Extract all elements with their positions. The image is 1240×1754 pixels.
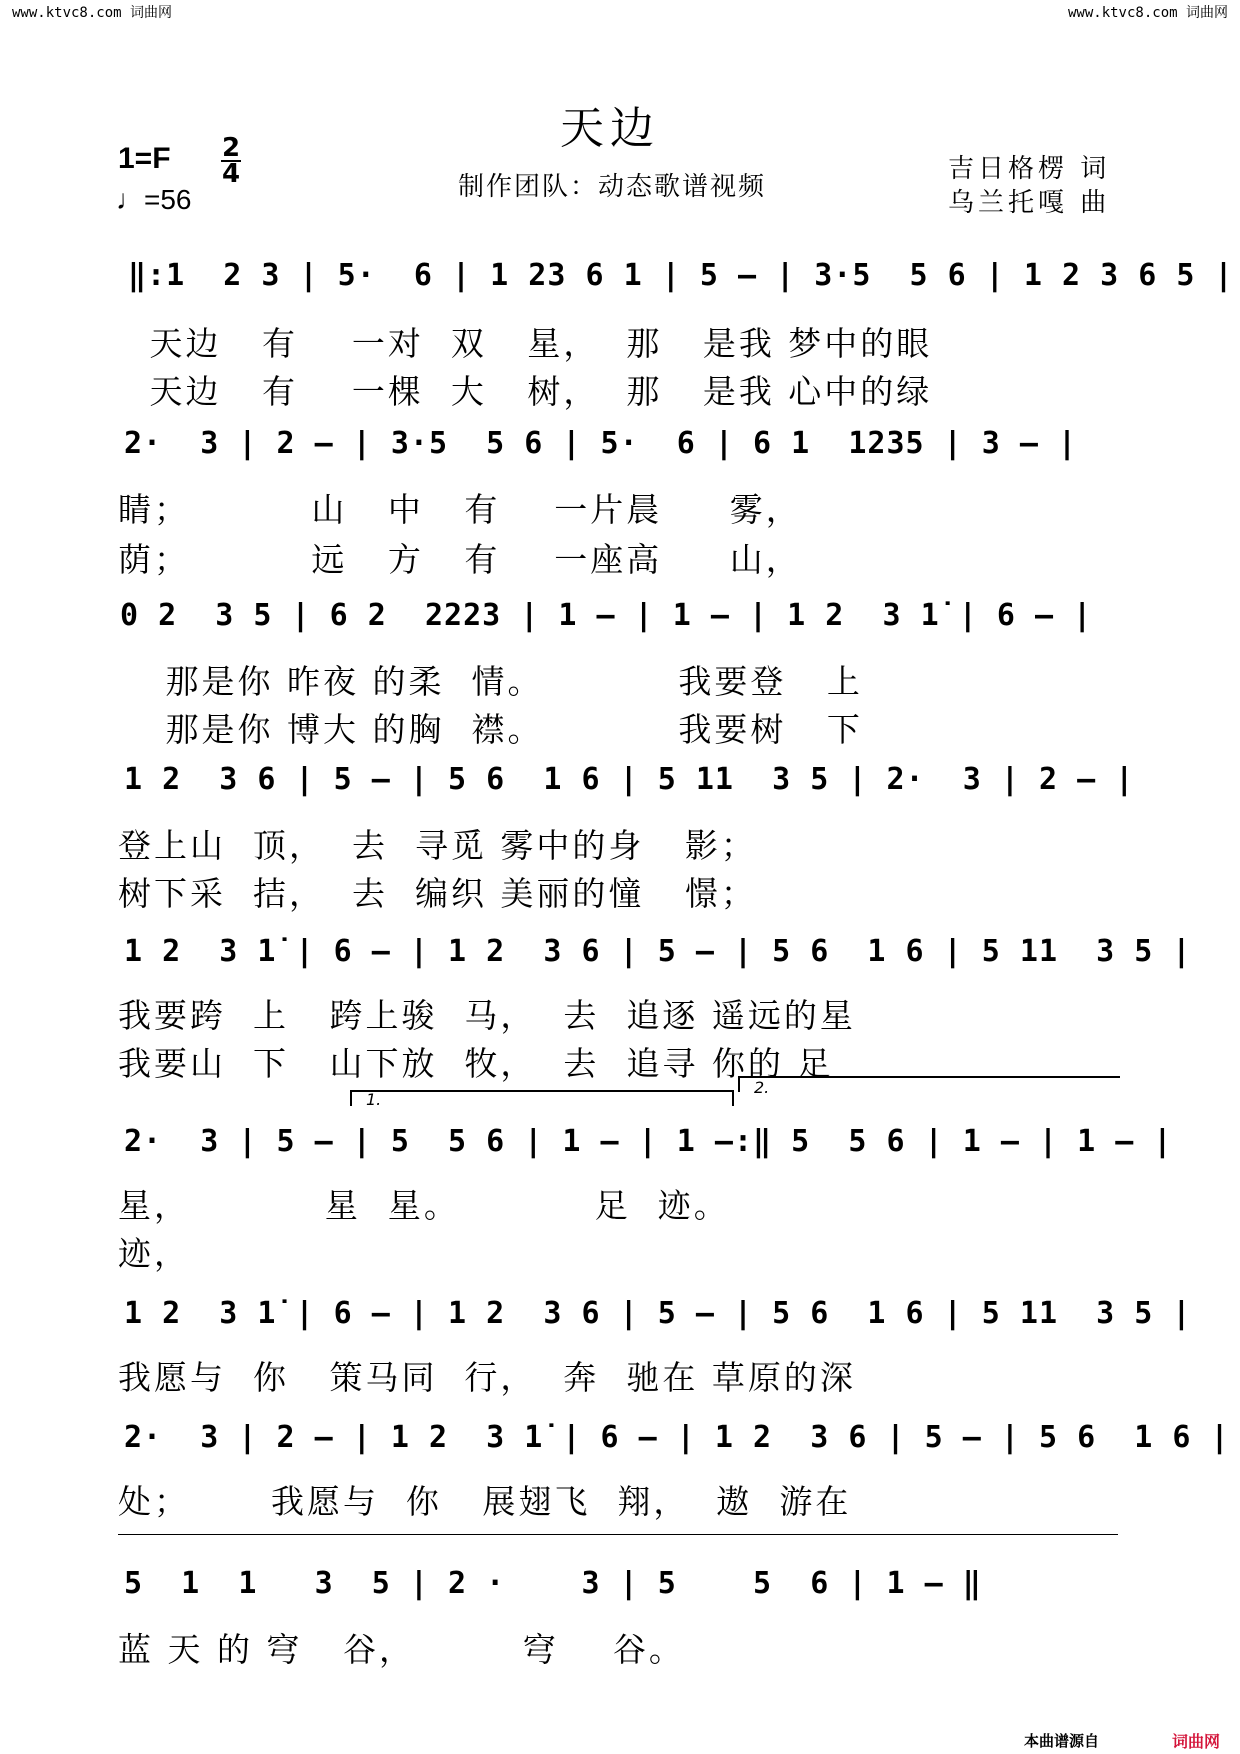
time-signature-bottom: 4 — [221, 159, 241, 189]
notation-line-8: 2· 3 | 2 – | 1 2 3 1̇ | 6 – | 1 2 3 6 | 5 – | 5 6 1 6 | — [124, 1420, 1230, 1455]
notation-line-9: 5 1 1 3 5 | 2 · 3 | 5 5 6 | 1 – ‖ — [124, 1566, 982, 1601]
header-left-url[interactable]: www.ktvc8.com 词曲网 — [12, 5, 173, 21]
notation-line-6: 2· 3 | 5 – | 5 5 6 | 1 – | 1 –:‖ 5 5 6 | 1 – | 1 – | — [124, 1124, 1173, 1159]
lyric-line-1-verse-2: 天边 有 一棵 大 树， 那 是我 心中的绿 — [136, 372, 933, 411]
lyric-line-6-verse-1: 星， 星 星。 足 迹。 — [118, 1186, 730, 1225]
notation-line-4: 1 2 3 6 | 5 – | 5 6 1 6 | 5 11 3 5 | 2· 3 | 2 – | — [124, 762, 1135, 797]
tempo-marking: ♩=56 — [116, 184, 192, 215]
lyric-line-8: 处； 我愿与 你 展翅飞 翔， 遨 游在 — [118, 1482, 852, 1521]
notation-line-1: ‖:1 2 3 | 5· 6 | 1 23 6 1 | 5 – | 3·5 5 6 | 1 2 3 6 5 | — [128, 258, 1234, 293]
header-right-url[interactable]: www.ktvc8.com 词曲网 — [1067, 5, 1228, 21]
footer-site-link[interactable]: 词曲网 — [1172, 1732, 1221, 1751]
production-team: 制作团队：动态歌谱视频 — [458, 172, 767, 202]
lyric-line-7: 我愿与 你 策马同 行， 奔 驰在 草原的深 — [118, 1358, 856, 1397]
notation-line-2: 2· 3 | 2 – | 3·5 5 6 | 5· 6 | 6 1 1235 | 3 – | — [124, 426, 1078, 461]
volta-bracket-2 — [738, 1076, 1120, 1092]
notation-line-3: 0 2 3 5 | 6 2 2223 | 1 – | 1 – | 1 2 3 1̇ | 6 – | — [120, 598, 1093, 633]
lyric-line-3-verse-2: 那是你 博大 的胸 襟。 我要树 下 — [152, 710, 863, 749]
lyric-line-2-verse-1: 睛； 山 中 有 一片晨 雾， — [118, 490, 802, 529]
tie-rule — [118, 1534, 1118, 1535]
lyricist-credit: 吉日格楞 词 — [948, 154, 1111, 184]
notation-line-5: 1 2 3 1̇ | 6 – | 1 2 3 6 | 5 – | 5 6 1 6 | 5 11 3 5 | — [124, 934, 1192, 969]
footer-source-label: 本曲谱源自 — [1024, 1732, 1100, 1750]
lyric-line-4-verse-1: 登上山 顶， 去 寻觅 雾中的身 影； — [118, 826, 757, 865]
notation-line-7: 1 2 3 1̇ | 6 – | 1 2 3 6 | 5 – | 5 6 1 6 | 5 11 3 5 | — [124, 1296, 1192, 1331]
lyric-line-1-verse-1: 天边 有 一对 双 星， 那 是我 梦中的眼 — [136, 324, 933, 363]
time-signature — [218, 133, 244, 189]
lyric-line-3-verse-1: 那是你 昨夜 的柔 情。 我要登 上 — [152, 662, 863, 701]
time-signature-top: 2 — [221, 133, 241, 163]
lyric-line-5-verse-2: 我要山 下 山下放 牧， 去 追寻 你的 足 — [118, 1044, 834, 1083]
lyric-line-9: 蓝 天 的 穹 谷， 穹 谷。 — [118, 1630, 685, 1669]
key-signature: 1=F — [118, 142, 171, 175]
volta-bracket-1 — [350, 1090, 734, 1106]
lyric-line-4-verse-2: 树下采 拮， 去 编织 美丽的憧 憬； — [118, 874, 757, 913]
lyric-line-5-verse-1: 我要跨 上 跨上骏 马， 去 追逐 遥远的星 — [118, 996, 856, 1035]
composer-credit: 乌兰托嘎 曲 — [948, 188, 1111, 218]
lyric-line-6-verse-2: 迹， — [118, 1234, 190, 1273]
lyric-line-2-verse-2: 荫； 远 方 有 一座高 山， — [118, 540, 802, 579]
volta-label-1: 1. — [366, 1090, 382, 1109]
volta-label-2: 2. — [754, 1078, 770, 1097]
song-title: 天边 — [560, 103, 660, 154]
